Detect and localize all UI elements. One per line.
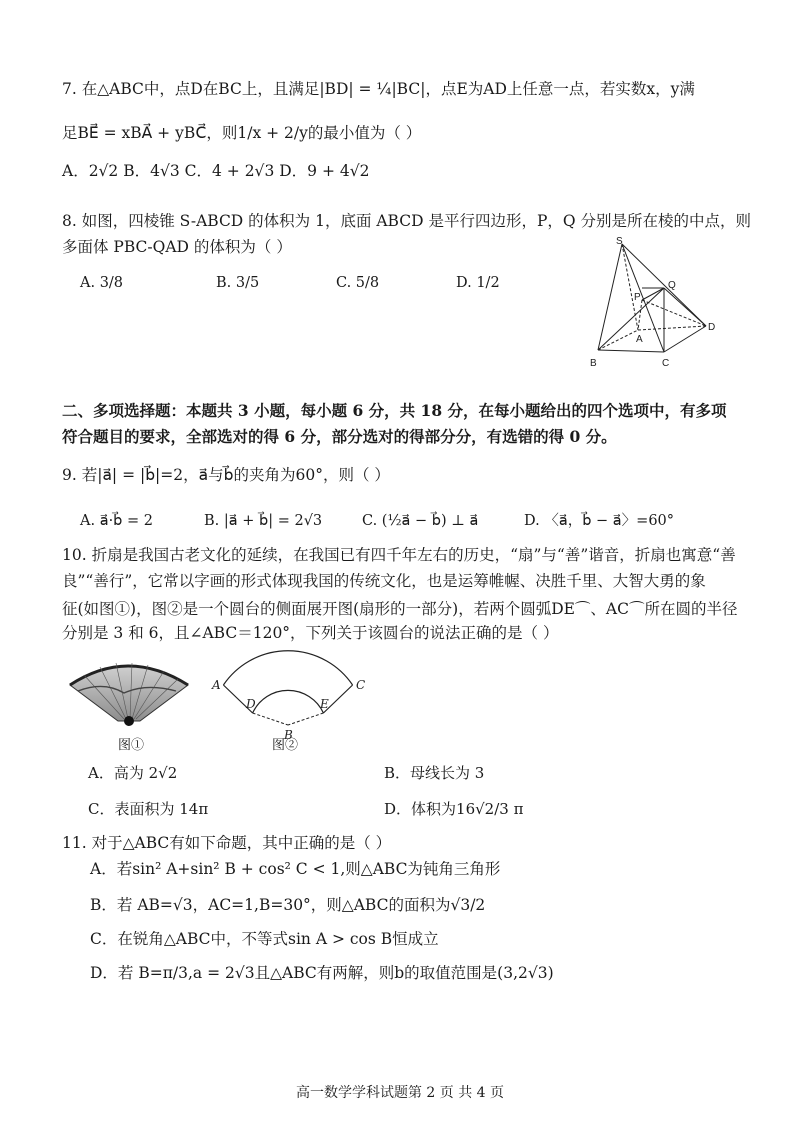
label-b: B — [590, 358, 597, 369]
q8-option-d: D. 1/2 — [456, 275, 500, 291]
label-fig2-e: E — [320, 697, 329, 711]
section2-heading-line1: 二、多项选择题：本题共 3 小题，每小题 6 分，共 18 分，在每小题给出的四个选项中，有多项 — [62, 401, 727, 420]
label-fig2-d: D — [246, 697, 256, 711]
q10-stem-line3: 征(如图①)，图②是一个圆台的侧面展开图(扇形的一部分)，若两个圆弧DE⌒、AC⌒所在圆的半径 — [62, 600, 738, 618]
q7-stem-line2: 足BE⃗ = xBA⃗ + yBC⃗，则1/x + 2/y的最小值为（ ） — [62, 124, 422, 142]
folding-fan-figure — [64, 655, 194, 733]
label-p: P — [634, 292, 641, 303]
q11-stem: 11. 对于△ABC有如下命题，其中正确的是（ ） — [62, 834, 392, 852]
q10-option-a: A．高为 2√2 — [88, 764, 178, 782]
q10-option-d: D．体积为16√2/3 π — [384, 800, 524, 818]
label-c: C — [662, 358, 670, 369]
q8-option-c: C. 5/8 — [336, 275, 380, 291]
q11-option-a: A．若sin² A+sin² B + cos² C < 1,则△ABC为钝角三角形 — [90, 860, 501, 878]
label-fig2-c: C — [356, 678, 366, 692]
q11-option-d: D．若 B=π/3,a = 2√3且△ABC有两解，则b的取值范围是(3,2√3) — [90, 964, 554, 982]
fig2-caption: 图② — [272, 738, 299, 753]
q11-option-c: C．在锐角△ABC中，不等式sin A > cos B恒成立 — [90, 930, 439, 948]
pyramid-figure — [580, 232, 730, 374]
q8-stem-line2: 多面体 PBC-QAD 的体积为（ ） — [62, 238, 292, 256]
q10-option-b: B．母线长为 3 — [384, 764, 485, 782]
q9-option-b: B. |a⃗ + b⃗| = 2√3 — [204, 513, 323, 529]
q9-option-c: C. (½a⃗ − b⃗) ⊥ a⃗ — [362, 513, 479, 529]
q8-option-b: B. 3/5 — [216, 275, 260, 291]
q8-option-a: A. 3/8 — [80, 275, 124, 291]
q11-option-b: B．若 AB=√3，AC=1,B=30°，则△ABC的面积为√3/2 — [90, 896, 486, 914]
fig1-caption: 图① — [118, 738, 145, 753]
label-s: S — [616, 236, 623, 247]
q10-stem-line4: 分别是 3 和 6，且∠ABC＝120°，下列关于该圆台的说法正确的是（ ） — [62, 624, 559, 642]
q10-stem-line2: 良”“善行”，它常以字画的形式体现我国的传统文化，也是运筹帷幄、决胜千里、大智大勇的象 — [62, 572, 706, 590]
q10-stem-line1: 10. 折扇是我国古老文化的延续，在我国已有四千年左右的历史，“扇”与“善”谐音，折扇也寓意“善 — [62, 546, 736, 564]
label-fig2-a: A — [212, 678, 221, 692]
label-d: D — [708, 322, 716, 333]
sector-figure — [208, 645, 368, 745]
q7-stem-line1: 7. 在△ABC中，点D在BC上，且满足|BD| = ¼|BC|，点E为AD上任意一点，若实数x，y满 — [62, 80, 695, 98]
label-fig2-b: B — [284, 728, 293, 742]
q8-stem-line1: 8. 如图，四棱锥 S-ABCD 的体积为 1，底面 ABCD 是平行四边形，P，Q 分别是所在棱的中点，则 — [62, 212, 752, 230]
label-a: A — [636, 334, 643, 345]
q10-option-c: C．表面积为 14π — [88, 800, 209, 818]
label-q: Q — [668, 280, 676, 291]
section2-heading-line2: 符合题目的要求，全部选对的得 6 分，部分选对的得部分分，有选错的得 0 分。 — [62, 427, 617, 446]
q9-option-a: A. a⃗·b⃗ = 2 — [80, 513, 153, 529]
q9-stem: 9. 若|a⃗| = |b⃗|=2，a⃗与b⃗的夹角为60°，则（ ） — [62, 466, 390, 484]
q7-options: A．2√2 B．4√3 C．4 + 2√3 D．9 + 4√2 — [62, 162, 370, 180]
q9-option-d: D. 〈a⃗，b⃗ − a⃗〉=60° — [524, 513, 675, 529]
page-footer: 高一数学学科试题第 2 页 共 4 页 — [295, 1085, 505, 1101]
